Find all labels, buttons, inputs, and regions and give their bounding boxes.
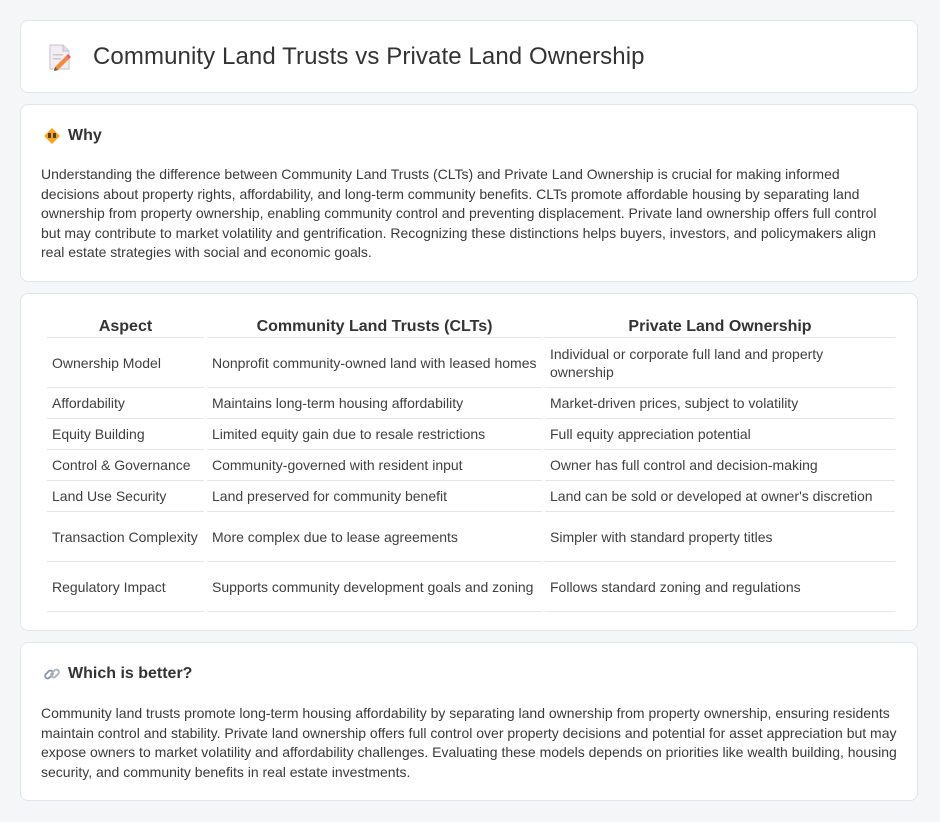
table-cell: Equity Building — [47, 419, 204, 450]
comparison-table — [44, 316, 898, 612]
table-cell: Follows standard zoning and regulations — [545, 562, 895, 612]
better-title: Which is better? — [68, 665, 193, 682]
header-private: Private Land Ownership — [545, 316, 895, 338]
header-clt: Community Land Trusts (CLTs) — [207, 316, 542, 338]
table-cell: More complex due to lease agreements — [207, 512, 542, 562]
table-cell: Maintains long-term housing affordability — [207, 388, 542, 419]
table-cell: Limited equity gain due to resale restrictions — [207, 419, 542, 450]
table-row — [47, 481, 895, 512]
why-section — [20, 104, 918, 282]
better-section — [20, 642, 918, 801]
table-cell: Nonprofit community-owned land with leased homes — [207, 338, 542, 388]
better-header — [43, 665, 192, 683]
page-title: Community Land Trusts vs Private Land Ownership — [93, 43, 645, 70]
why-text: Understanding the difference between Community Land Trusts (CLTs) and Private Land Ownership is crucial for making informed decisions about property rights, affordability, and long-term community benefits. CLTs promote affordable housing by separating land ownership from property ownership, enabling community control and preventing displacement. Private land ownership offers full control but may contribute to market volatility and gentrification. Recognizing these distinctions helps buyers, investors, and policymakers align real estate strategies with social and economic goals. — [41, 166, 877, 260]
table-cell: Owner has full control and decision-making — [545, 450, 895, 481]
table-cell: Simpler with standard property titles — [545, 512, 895, 562]
table-cell: Land can be sold or developed at owner's discretion — [545, 481, 895, 512]
why-header — [43, 127, 102, 145]
table-row — [47, 338, 895, 388]
why-title: Why — [68, 127, 102, 144]
document-pencil-icon — [47, 42, 73, 72]
table-cell: Land preserved for community benefit — [207, 481, 542, 512]
table-cell: Land Use Security — [47, 481, 204, 512]
table-row — [47, 562, 895, 612]
table-cell: Control & Governance — [47, 450, 204, 481]
table-row — [47, 512, 895, 562]
title-row — [47, 42, 645, 72]
table-cell: Supports community development goals and zoning — [207, 562, 542, 612]
diamond-signs-icon — [43, 127, 61, 145]
table-header-row — [47, 316, 895, 338]
better-text: Community land trusts promote long-term housing affordability by separating land ownership from property ownership, ensuring residents maintain control and stability. Private land ownership offers full control over property decisions and potential for asset appreciation but may expose owners to market volatility and affordability challenges. Evaluating these models depends on priorities like wealth building, housing security, and community benefits in real estate investments. — [41, 705, 897, 780]
table-cell: Ownership Model — [47, 338, 204, 388]
title-card — [20, 20, 918, 93]
table-row — [47, 419, 895, 450]
link-icon — [43, 665, 61, 683]
table-row — [47, 450, 895, 481]
table-cell: Individual or corporate full land and property ownership — [545, 338, 895, 388]
table-cell: Market-driven prices, subject to volatility — [545, 388, 895, 419]
comparison-section — [20, 293, 918, 631]
table-cell: Transaction Complexity — [47, 512, 204, 562]
header-aspect: Aspect — [47, 316, 204, 338]
table-cell: Community-governed with resident input — [207, 450, 542, 481]
table-row — [47, 388, 895, 419]
table-cell: Regulatory Impact — [47, 562, 204, 612]
table-cell: Affordability — [47, 388, 204, 419]
table-cell: Full equity appreciation potential — [545, 419, 895, 450]
